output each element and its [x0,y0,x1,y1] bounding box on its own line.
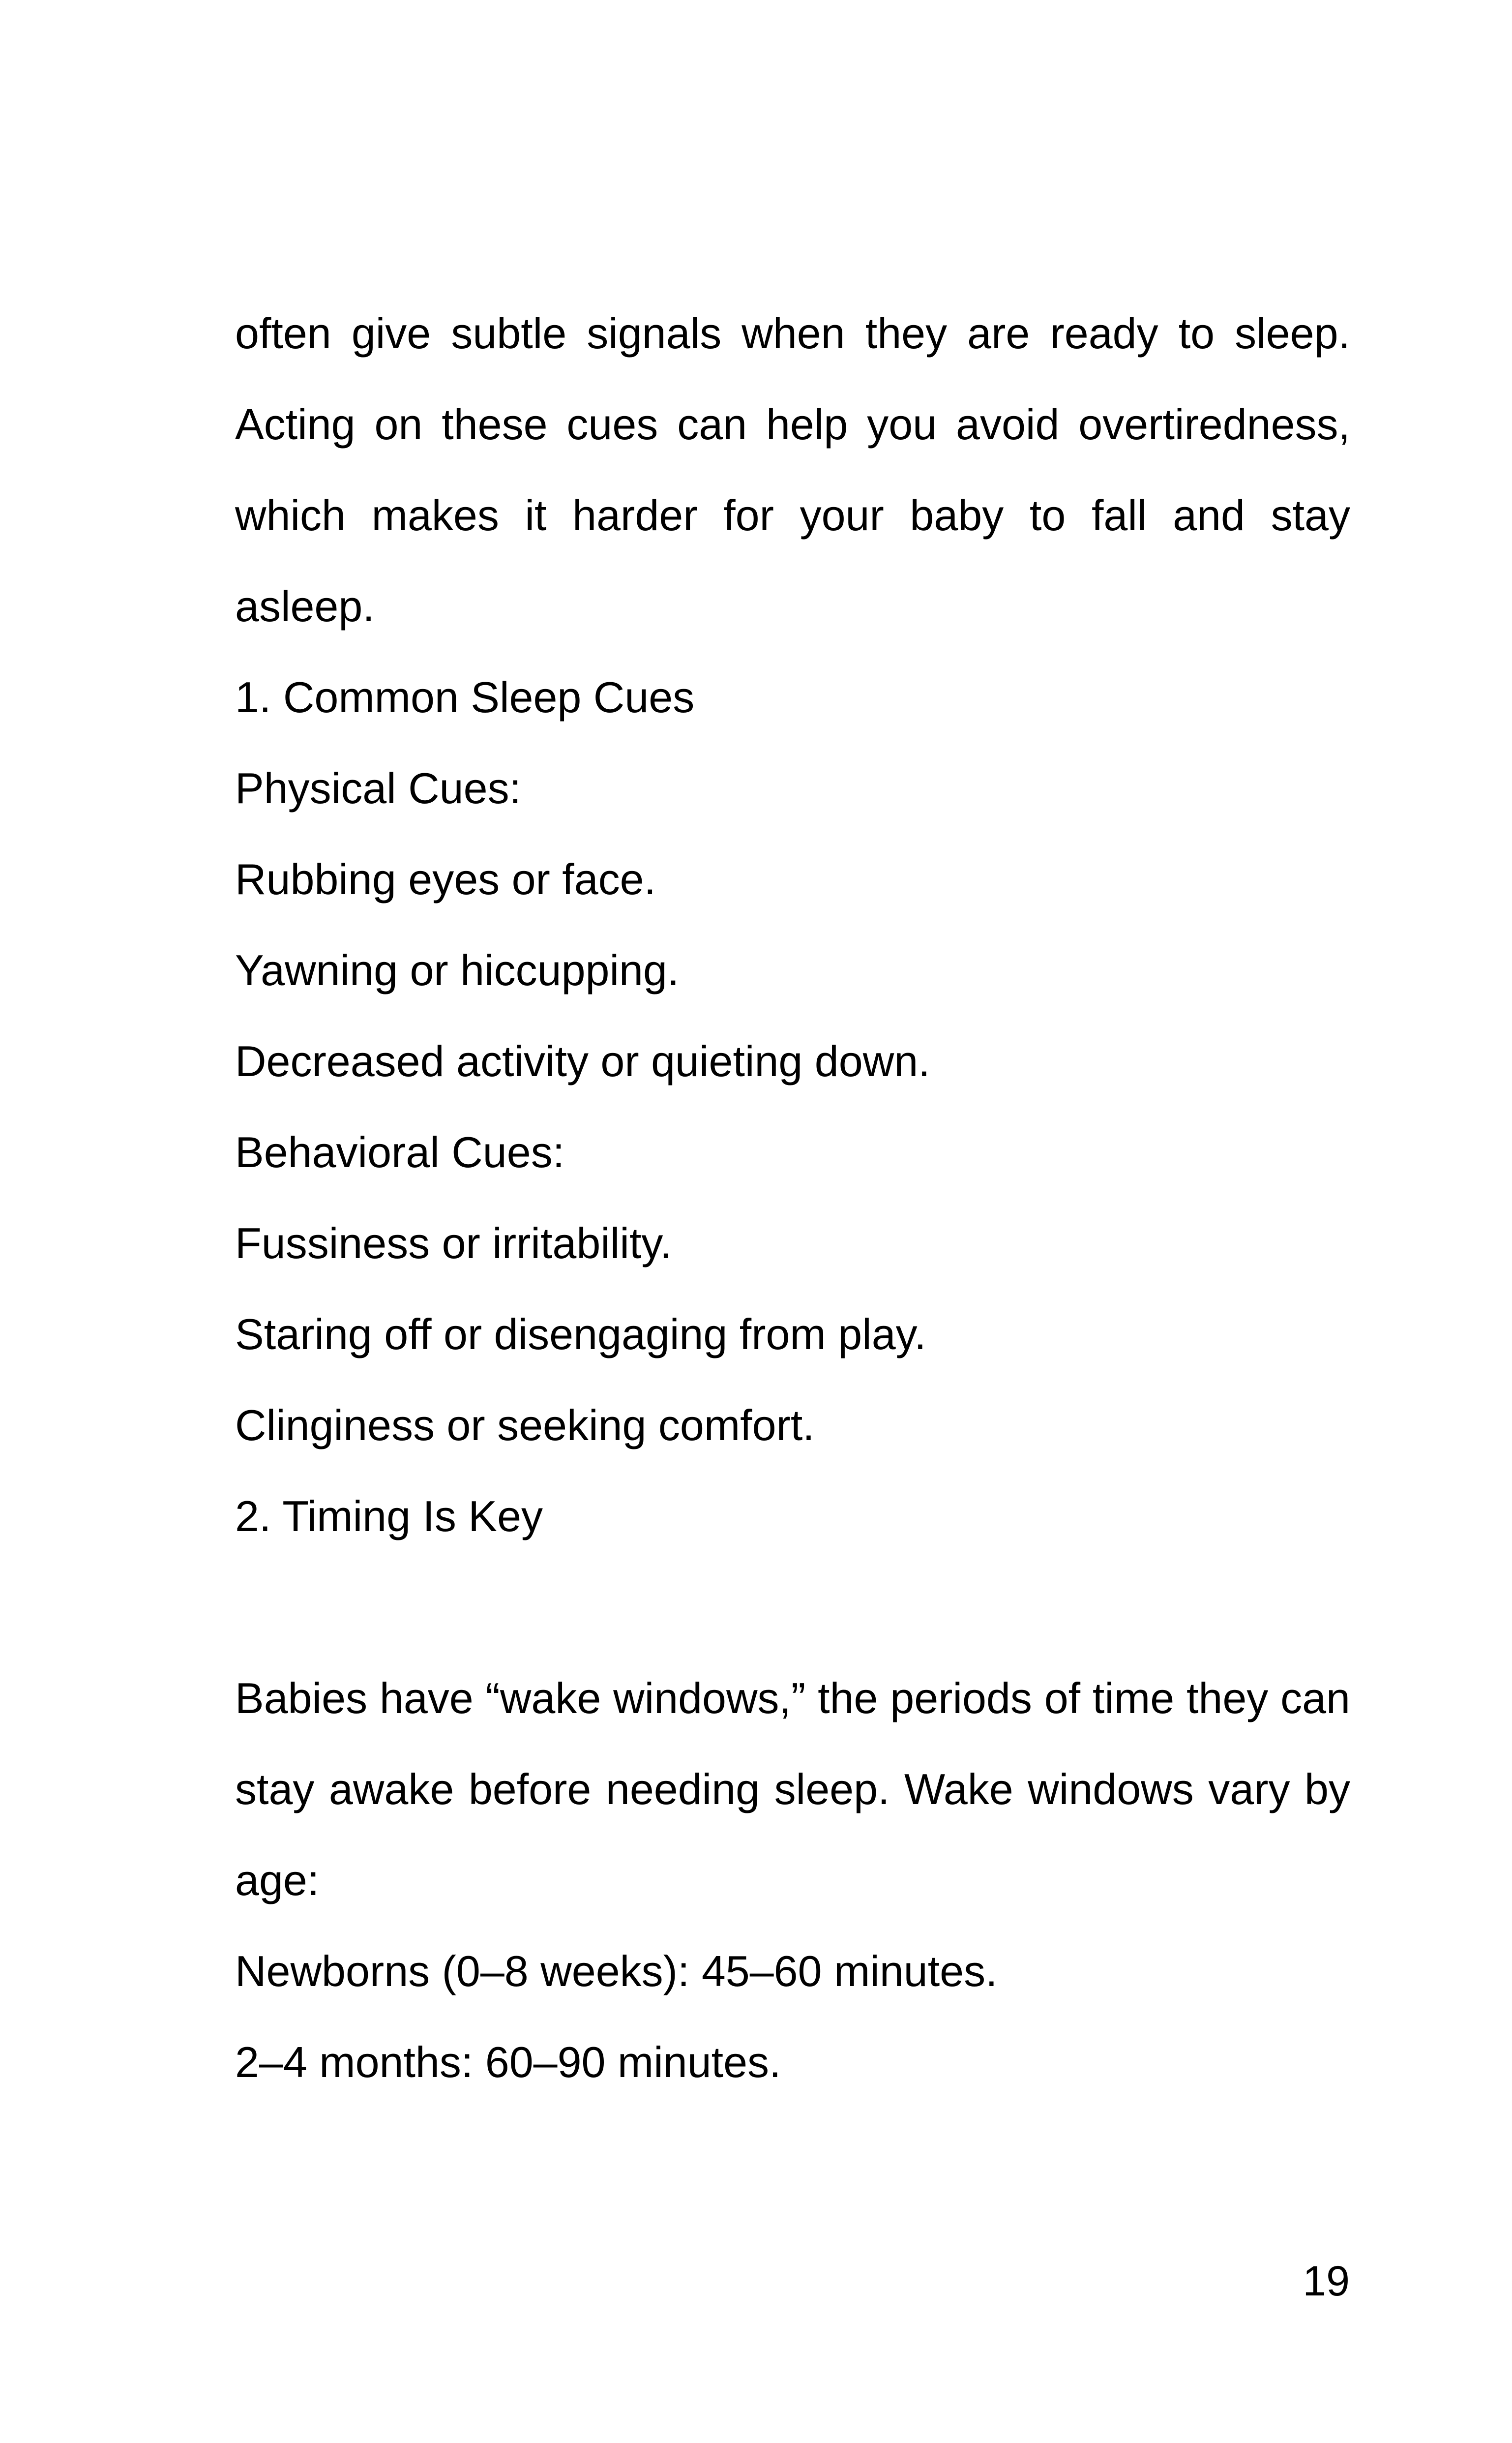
wake-windows-paragraph: Babies have “wake windows,” the periods of time they can stay awake before needing sleep. Wake windows vary by age: [235,1674,1350,1904]
body-text [235,288,1350,2108]
section-heading-timing-is-key: 2. Timing Is Key [235,1492,543,1540]
list-item: Newborns (0–8 weeks): 45–60 minutes. [235,1947,998,1995]
paragraph-spacer [235,1562,1350,1653]
list-item: Rubbing eyes or face. [235,855,656,904]
list-item: 2–4 months: 60–90 minutes. [235,2038,781,2086]
physical-cues-heading: Physical Cues: [235,764,522,813]
section-heading-common-sleep-cues: 1. Common Sleep Cues [235,673,695,722]
list-item: Fussiness or irritability. [235,1219,672,1267]
list-item: Clinginess or seeking comfort. [235,1401,815,1449]
list-item: Staring off or disengaging from play. [235,1310,926,1358]
list-item: Yawning or hiccupping. [235,946,680,995]
behavioral-cues-heading: Behavioral Cues: [235,1128,565,1176]
list-item: Decreased activity or quieting down. [235,1037,930,1086]
intro-paragraph: often give subtle signals when they are ready to sleep. Acting on these cues can help you avoid overtiredness, which makes it harder for your baby to fall and stay asleep. [235,309,1350,631]
page-number: 19 [1303,2258,1350,2305]
